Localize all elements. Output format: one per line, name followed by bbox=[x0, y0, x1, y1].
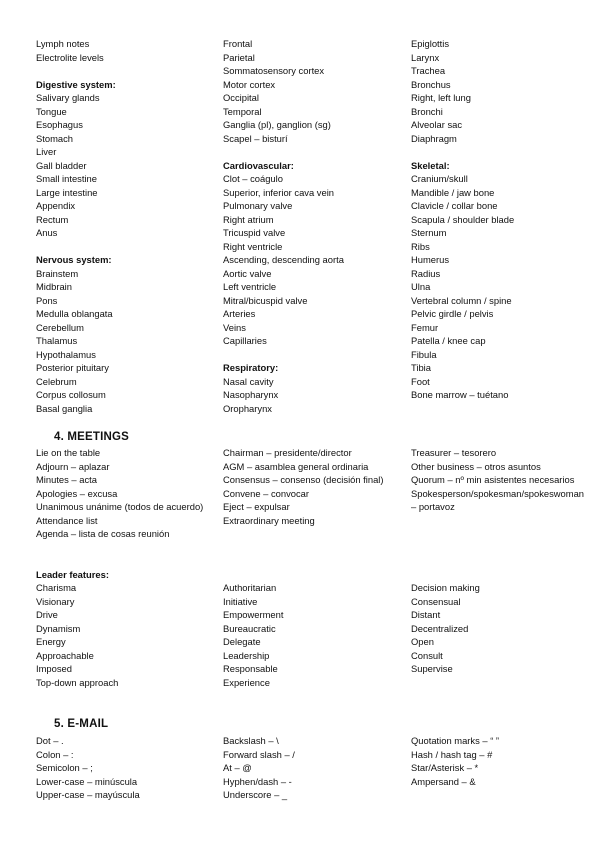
list-item: Alveolar sac bbox=[411, 119, 463, 130]
list-item: Attendance list bbox=[36, 514, 98, 526]
list-item: Bronchus bbox=[411, 78, 451, 90]
list-item: Anus bbox=[36, 227, 58, 238]
list-item: Leadership bbox=[223, 649, 270, 661]
list-item: Top-down approach bbox=[36, 676, 119, 688]
list-item: Apologies – excusa bbox=[36, 487, 118, 499]
list-item: Large intestine bbox=[36, 186, 98, 198]
list-item: Delegate bbox=[223, 636, 261, 647]
list-item: Ribs bbox=[411, 240, 430, 252]
list-item: Lie on the table bbox=[36, 447, 101, 458]
list-item: Thalamus bbox=[36, 335, 78, 346]
list-item: Distant bbox=[411, 609, 441, 620]
list-item: Right ventricle bbox=[223, 240, 283, 252]
list-heading: Nervous system: bbox=[36, 254, 112, 265]
list-item: Adjourn – aplazar bbox=[36, 460, 110, 472]
list-item: Capillaries bbox=[223, 335, 267, 346]
list-item: Treasurer – tesorero bbox=[411, 447, 497, 458]
list-item: Appendix bbox=[36, 200, 76, 211]
list-item: Femur bbox=[411, 321, 439, 333]
list-item: Diaphragm bbox=[411, 132, 457, 144]
list-item: Sternum bbox=[411, 227, 447, 238]
list-item: Agenda – lista de cosas reunión bbox=[36, 528, 170, 539]
list-item: Vertebral column / spine bbox=[411, 294, 512, 306]
list-item: Midbrain bbox=[36, 281, 72, 292]
list-item: Hypothalamus bbox=[36, 348, 96, 360]
list-item: Foot bbox=[411, 375, 430, 387]
list-item: Occipital bbox=[223, 92, 259, 103]
list-heading: Digestive system: bbox=[36, 78, 116, 90]
list-item: Right, left lung bbox=[411, 92, 471, 103]
list-item: Energy bbox=[36, 636, 66, 647]
list-item: Minutes – acta bbox=[36, 474, 97, 485]
spacer bbox=[36, 64, 216, 78]
list-item: Temporal bbox=[223, 105, 262, 117]
list-item: Hyphen/dash – - bbox=[223, 775, 292, 787]
anatomy-column-3 bbox=[411, 37, 591, 402]
list-item: Brainstem bbox=[36, 267, 79, 279]
list-item: Hash / hash tag – # bbox=[411, 748, 493, 760]
list-item: Oropharynx bbox=[223, 402, 272, 414]
list-item: Larynx bbox=[411, 51, 440, 63]
list-item: Lymph notes bbox=[36, 38, 90, 49]
list-item: Dot – . bbox=[36, 735, 64, 746]
list-heading: Respiratory: bbox=[223, 362, 279, 373]
email-column-3 bbox=[411, 734, 591, 788]
list-item: Bureaucratic bbox=[223, 622, 276, 634]
list-item: Superior, inferior cava vein bbox=[223, 186, 334, 198]
list-item: Right atrium bbox=[223, 213, 274, 225]
spacer bbox=[411, 145, 591, 159]
list-item: Mandible / jaw bone bbox=[411, 186, 495, 198]
list-item: Sommatosensory cortex bbox=[223, 65, 325, 76]
leader-column-3 bbox=[411, 581, 591, 676]
list-item: Chairman – presidente/director bbox=[223, 447, 352, 458]
list-item: Upper-case – mayúscula bbox=[36, 789, 140, 800]
spacer bbox=[223, 145, 403, 159]
list-item: Mitral/bicuspid valve bbox=[223, 294, 308, 306]
list-item: Experience bbox=[223, 676, 270, 688]
list-item: Supervise bbox=[411, 663, 453, 674]
meetings-column-1 bbox=[36, 446, 216, 541]
list-item: Imposed bbox=[36, 663, 72, 674]
list-item: Ganglia (pl), ganglion (sg) bbox=[223, 119, 331, 130]
leader-column-2 bbox=[223, 581, 403, 689]
list-item: Humerus bbox=[411, 254, 450, 265]
list-item: Open bbox=[411, 636, 434, 647]
list-item: Star/Asterisk – * bbox=[411, 762, 479, 773]
meetings-column-2 bbox=[223, 446, 403, 527]
list-item: Pons bbox=[36, 294, 58, 306]
list-item: Fibula bbox=[411, 348, 437, 360]
list-item: Consult bbox=[411, 649, 443, 661]
list-item: Rectum bbox=[36, 213, 69, 225]
list-item: Patella / knee cap bbox=[411, 335, 486, 346]
list-item: Initiative bbox=[223, 595, 258, 607]
list-item: Clavicle / collar bone bbox=[411, 200, 498, 211]
list-item: At – @ bbox=[223, 762, 252, 773]
list-item: Trachea bbox=[411, 65, 446, 76]
list-item: Gall bladder bbox=[36, 159, 87, 171]
list-item: Eject – expulsar bbox=[223, 501, 290, 512]
list-item: Forward slash – / bbox=[223, 748, 295, 760]
list-item: Tongue bbox=[36, 105, 67, 117]
list-item: Scapula / shoulder blade bbox=[411, 213, 515, 225]
list-item: Underscore – _ bbox=[223, 789, 288, 800]
list-item: Drive bbox=[36, 609, 58, 620]
list-item: Extraordinary meeting bbox=[223, 514, 315, 526]
list-item: Bone marrow – tuétano bbox=[411, 389, 509, 400]
meetings-column-3 bbox=[411, 446, 591, 514]
list-item: Dynamism bbox=[36, 622, 81, 634]
list-item: Spokesperson/spokesman/spokeswoman – portavoz bbox=[411, 487, 585, 512]
leader-features-heading: Leader features: bbox=[36, 569, 109, 580]
spacer bbox=[223, 348, 403, 362]
list-item: Left ventricle bbox=[223, 281, 277, 292]
list-item: Salivary glands bbox=[36, 92, 100, 103]
list-item: Decision making bbox=[411, 582, 480, 593]
list-item: Posterior pituitary bbox=[36, 362, 109, 373]
list-item: Lower-case – minúscula bbox=[36, 775, 138, 787]
list-item: Responsable bbox=[223, 663, 278, 674]
list-item: Veins bbox=[223, 321, 246, 333]
list-heading: Skeletal: bbox=[411, 159, 450, 171]
list-item: Backslash – \ bbox=[223, 735, 279, 746]
list-item: Parietal bbox=[223, 51, 255, 63]
list-item: Visionary bbox=[36, 595, 75, 607]
list-item: Pelvic girdle / pelvis bbox=[411, 308, 494, 319]
list-item: Consensus – consenso (decisión final) bbox=[223, 474, 384, 485]
spacer bbox=[36, 240, 216, 254]
list-item: Nasal cavity bbox=[223, 375, 274, 387]
list-item: Celebrum bbox=[36, 375, 77, 387]
list-item: Convene – convocar bbox=[223, 487, 309, 499]
list-item: Tricuspid valve bbox=[223, 227, 286, 238]
list-item: Bronchi bbox=[411, 105, 443, 117]
list-item: Ampersand – & bbox=[411, 775, 476, 787]
list-item: Liver bbox=[36, 146, 57, 157]
anatomy-column-2 bbox=[223, 37, 403, 415]
list-item: Small intestine bbox=[36, 173, 97, 184]
list-item: Radius bbox=[411, 267, 441, 279]
list-item: AGM – asamblea general ordinaria bbox=[223, 460, 369, 472]
list-item: Frontal bbox=[223, 38, 253, 49]
list-item: Aortic valve bbox=[223, 267, 272, 279]
list-item: Approachable bbox=[36, 649, 94, 661]
list-item: Quotation marks – “ ” bbox=[411, 735, 500, 746]
list-item: Arteries bbox=[223, 308, 256, 319]
list-item: Colon – : bbox=[36, 748, 74, 760]
list-item: Ulna bbox=[411, 281, 431, 292]
list-item: Consensual bbox=[411, 595, 461, 607]
list-item: Quorum – nº min asistentes necesarios bbox=[411, 474, 575, 485]
list-item: Nasopharynx bbox=[223, 389, 279, 400]
anatomy-column-1 bbox=[36, 37, 216, 415]
meetings-title: 4. MEETINGS bbox=[54, 431, 130, 443]
list-item: Medulla oblangata bbox=[36, 308, 113, 319]
list-item: Decentralized bbox=[411, 622, 469, 634]
list-item: Semicolon – ; bbox=[36, 762, 93, 773]
leader-column-1 bbox=[36, 581, 216, 689]
list-item: Unanimous unánime (todos de acuerdo) bbox=[36, 501, 204, 512]
list-item: Cranium/skull bbox=[411, 173, 468, 184]
list-item: Tibia bbox=[411, 362, 431, 373]
email-title: 5. E-MAIL bbox=[54, 718, 109, 730]
list-item: Stomach bbox=[36, 132, 73, 144]
list-item: Pulmonary valve bbox=[223, 200, 293, 211]
list-item: Electrolite levels bbox=[36, 51, 104, 63]
list-item: Corpus collosum bbox=[36, 389, 106, 400]
list-item: Charisma bbox=[36, 582, 77, 593]
list-item: Cerebellum bbox=[36, 321, 84, 333]
list-item: Epiglottis bbox=[411, 38, 450, 49]
list-heading: Cardiovascular: bbox=[223, 159, 294, 171]
list-item: Scapel – bisturí bbox=[223, 132, 288, 144]
list-item: Ascending, descending aorta bbox=[223, 254, 344, 265]
list-item: Basal ganglia bbox=[36, 402, 93, 414]
list-item: Esophagus bbox=[36, 119, 83, 130]
list-item: Empowerment bbox=[223, 609, 284, 620]
list-item: Other business – otros asuntos bbox=[411, 460, 541, 472]
email-column-1 bbox=[36, 734, 216, 802]
email-column-2 bbox=[223, 734, 403, 802]
list-item: Clot – coágulo bbox=[223, 173, 283, 184]
list-item: Motor cortex bbox=[223, 78, 276, 90]
list-item: Authoritarian bbox=[223, 582, 277, 593]
